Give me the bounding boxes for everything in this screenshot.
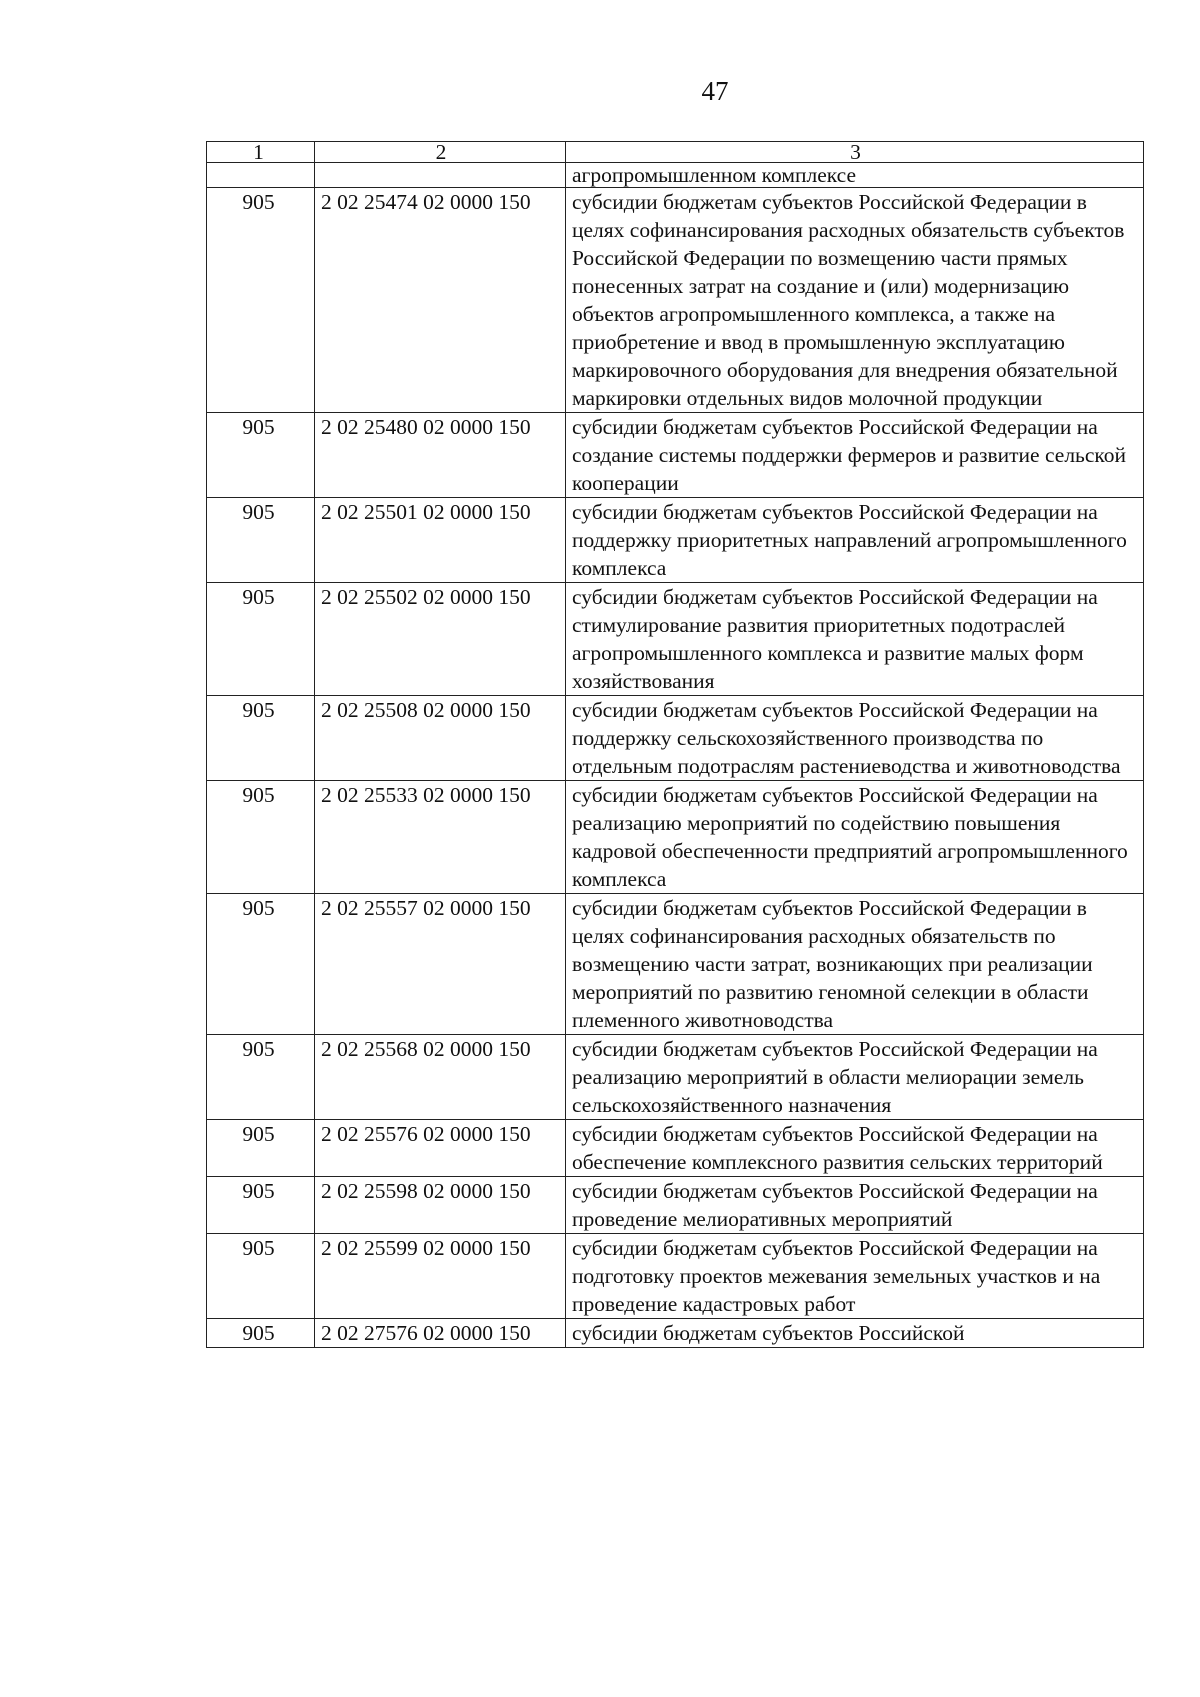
revenue-code-cell: 2 02 25568 02 0000 150 (315, 1035, 566, 1120)
revenue-code-cell: 2 02 25599 02 0000 150 (315, 1234, 566, 1319)
revenue-name-cell: субсидии бюджетам субъектов Российской Федерации на создание системы поддержки фермеров и развитие сельской кооперации (566, 413, 1144, 498)
admin-code-cell: 905 (207, 1177, 315, 1234)
table-row (207, 781, 1144, 894)
revenue-code-cell: 2 02 25533 02 0000 150 (315, 781, 566, 894)
admin-code-cell: 905 (207, 1035, 315, 1120)
page-number: 47 (701, 76, 729, 106)
table-row (207, 1035, 1144, 1120)
revenue-name-cell: субсидии бюджетам субъектов Российской Федерации на реализацию мероприятий по содействию повышения кадровой обеспеченности предприятий агропромышленного комплекса (566, 781, 1144, 894)
admin-code-cell: 905 (207, 696, 315, 781)
table-row (207, 894, 1144, 1035)
table-row (207, 1120, 1144, 1177)
revenue-code-cell: 2 02 25598 02 0000 150 (315, 1177, 566, 1234)
admin-code-cell: 905 (207, 894, 315, 1035)
revenue-code-cell: 2 02 27576 02 0000 150 (315, 1319, 566, 1348)
revenue-name-cell: субсидии бюджетам субъектов Российской Федерации в целях софинансирования расходных обязательств по возмещению части затрат, возникающих при реализации мероприятий по развитию геномной селекции в области племенного животноводства (566, 894, 1144, 1035)
revenue-name-cell: субсидии бюджетам субъектов Российской Федерации на стимулирование развития приоритетных подотраслей агропромышленного комплекса и развитие малых форм хозяйствования (566, 583, 1144, 696)
revenue-codes-table (206, 141, 1144, 1348)
table-row (207, 1234, 1144, 1319)
table-row (207, 188, 1144, 413)
admin-code-cell: 905 (207, 498, 315, 583)
revenue-code-cell: 2 02 25557 02 0000 150 (315, 894, 566, 1035)
revenue-code-cell: 2 02 25474 02 0000 150 (315, 188, 566, 413)
revenue-code-cell: 2 02 25502 02 0000 150 (315, 583, 566, 696)
column-header-2: 2 (315, 142, 566, 163)
admin-code-cell: 905 (207, 188, 315, 413)
continuation-row (207, 163, 1144, 188)
admin-code-cell: 905 (207, 583, 315, 696)
continuation-text-cell: агропромышленном комплексе (566, 163, 1144, 188)
continuation-code-cell (315, 163, 566, 188)
admin-code-cell: 905 (207, 1319, 315, 1348)
revenue-name-cell: субсидии бюджетам субъектов Российской (566, 1319, 1144, 1348)
table-row (207, 696, 1144, 781)
revenue-code-cell: 2 02 25576 02 0000 150 (315, 1120, 566, 1177)
table-row (207, 1319, 1144, 1348)
revenue-name-cell: субсидии бюджетам субъектов Российской Федерации на подготовку проектов межевания земельных участков и на проведение кадастровых работ (566, 1234, 1144, 1319)
revenue-name-cell: субсидии бюджетам субъектов Российской Федерации на поддержку приоритетных направлений агропромышленного комплекса (566, 498, 1144, 583)
table-row (207, 1177, 1144, 1234)
continuation-admin-cell (207, 163, 315, 188)
revenue-code-cell: 2 02 25501 02 0000 150 (315, 498, 566, 583)
revenue-name-cell: субсидии бюджетам субъектов Российской Федерации в целях софинансирования расходных обязательств субъектов Российской Федерации по возмещению части прямых понесенных затрат на создание и (или) модернизацию объектов агропромышленного комплекса, а также на приобретение и ввод в промышленную эксплуатацию маркировочного оборудования для внедрения обязательной маркировки отдельных видов молочной продукции (566, 188, 1144, 413)
column-header-3: 3 (566, 142, 1144, 163)
admin-code-cell: 905 (207, 781, 315, 894)
table-row (207, 583, 1144, 696)
admin-code-cell: 905 (207, 1234, 315, 1319)
admin-code-cell: 905 (207, 413, 315, 498)
table-header-row (207, 142, 1144, 163)
revenue-code-cell: 2 02 25508 02 0000 150 (315, 696, 566, 781)
revenue-code-cell: 2 02 25480 02 0000 150 (315, 413, 566, 498)
revenue-name-cell: субсидии бюджетам субъектов Российской Федерации на поддержку сельскохозяйственного производства по отдельным подотраслям растениеводства и животноводства (566, 696, 1144, 781)
table-row (207, 413, 1144, 498)
revenue-name-cell: субсидии бюджетам субъектов Российской Федерации на обеспечение комплексного развития сельских территорий (566, 1120, 1144, 1177)
revenue-name-cell: субсидии бюджетам субъектов Российской Федерации на проведение мелиоративных мероприятий (566, 1177, 1144, 1234)
table-row (207, 498, 1144, 583)
admin-code-cell: 905 (207, 1120, 315, 1177)
revenue-name-cell: субсидии бюджетам субъектов Российской Федерации на реализацию мероприятий в области мелиорации земель сельскохозяйственного назначения (566, 1035, 1144, 1120)
column-header-1: 1 (207, 142, 315, 163)
